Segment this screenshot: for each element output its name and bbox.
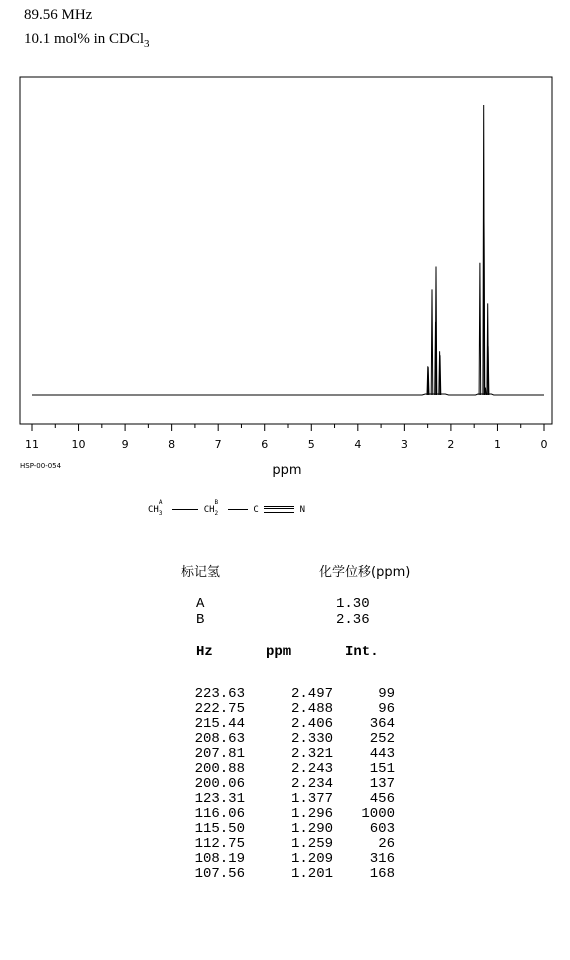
peak-hz: 108.19 (194, 851, 245, 867)
peak-ppm: 1.377 (290, 791, 333, 807)
peak-table-row (183, 687, 395, 702)
peak-intensity: 1000 (361, 806, 395, 822)
x-tick-label: 0 (540, 438, 548, 451)
spectrum-code: HSP-00-054 (20, 462, 62, 470)
assignment-shift-b: 2.36 (336, 612, 370, 628)
peak-intensity: 168 (369, 866, 395, 882)
peak-intensity: 603 (369, 821, 395, 837)
peak-intensity: 26 (378, 836, 395, 852)
peak-ppm: 2.497 (290, 686, 333, 702)
x-tick-label: 11 (25, 438, 39, 451)
peak-ppm: 2.243 (290, 761, 333, 777)
peak-hz: 215.44 (194, 716, 245, 732)
peak-table-row (183, 747, 395, 762)
peak-hz: 115.50 (194, 821, 245, 837)
assignment-label-header: 标记氢 (181, 565, 221, 580)
x-tick-label: 2 (447, 438, 455, 451)
peak-table-row (183, 777, 395, 792)
peak-ppm: 2.321 (290, 746, 333, 762)
peak-table-row (183, 867, 395, 882)
peak-table (183, 687, 395, 882)
spectrum-peak (479, 263, 481, 395)
assignment-label-a: A (196, 596, 205, 612)
peak-intensity: 99 (378, 686, 395, 702)
peak-table-row (183, 792, 395, 807)
peak-table-row (183, 717, 395, 732)
peak-ppm: 2.406 (290, 716, 333, 732)
peak-intensity: 252 (369, 731, 395, 747)
peak-table-row (183, 822, 395, 837)
peak-table-row (183, 702, 395, 717)
plot-frame (20, 77, 552, 424)
peak-ppm: 1.201 (290, 866, 333, 882)
peak-intensity: 96 (378, 701, 395, 717)
spectrum-peaks (427, 105, 489, 395)
peak-intensity: 364 (369, 716, 395, 732)
peak-hz: 222.75 (194, 701, 245, 717)
x-axis-tick-labels (25, 438, 548, 451)
single-bond (228, 509, 248, 510)
x-tick-label: 5 (307, 438, 315, 451)
x-axis-ticks (32, 424, 544, 431)
peak-hz: 223.63 (194, 686, 245, 702)
x-tick-label: 3 (400, 438, 408, 451)
peak-ppm: 2.234 (290, 776, 333, 792)
peak-table-row (183, 762, 395, 777)
peak-table-row (183, 837, 395, 852)
peak-hz: 107.56 (194, 866, 245, 882)
x-tick-label: 6 (261, 438, 269, 451)
molecular-structure (148, 499, 306, 517)
x-tick-label: 1 (493, 438, 501, 451)
peak-table-row (183, 807, 395, 822)
x-tick-label: 7 (214, 438, 222, 451)
peak-intensity: 151 (369, 761, 395, 777)
x-tick-label: 10 (71, 438, 86, 451)
atom-c: C (253, 505, 259, 515)
peak-hz: 208.63 (194, 731, 245, 747)
x-tick-label: 9 (121, 438, 129, 451)
condition-text: 10.1 mol% in CDCl (24, 31, 145, 47)
peak-intensity: 316 (369, 851, 395, 867)
assignment-shift-header: 化学位移(ppm) (319, 565, 411, 580)
atom-n: N (299, 505, 306, 515)
peak-table-header-int: Int. (345, 644, 379, 660)
peak-hz: 200.06 (194, 776, 245, 792)
spectrum-peak (431, 289, 433, 395)
triple-bond (264, 506, 294, 513)
peak-table-header-hz: Hz (196, 644, 213, 660)
peak-ppm: 1.296 (290, 806, 333, 822)
peak-intensity: 137 (369, 776, 395, 792)
spectrometer-frequency: 89.56 MHz (24, 7, 93, 23)
assignment-label-b: B (196, 612, 205, 628)
peak-intensity: 456 (369, 791, 395, 807)
condition-subscript: 3 (144, 38, 150, 50)
single-bond (172, 509, 198, 510)
peak-ppm: 2.488 (290, 701, 333, 717)
x-axis-title: ppm (272, 463, 302, 478)
peak-ppm: 2.330 (290, 731, 333, 747)
x-tick-label: 4 (354, 438, 362, 451)
atom-ch2: CH B 2 (203, 499, 219, 517)
assignment-shift-a: 1.30 (336, 596, 370, 612)
peak-hz: 200.88 (194, 761, 245, 777)
peak-hz: 116.06 (194, 806, 245, 822)
nmr-spectrum-chart (0, 70, 570, 480)
x-tick-label: 8 (168, 438, 176, 451)
peak-hz: 123.31 (194, 791, 245, 807)
peak-table-header-ppm: ppm (266, 644, 292, 660)
peak-ppm: 1.209 (290, 851, 333, 867)
atom-ch3: CH A 3 (148, 499, 163, 517)
peak-hz: 112.75 (194, 836, 245, 852)
spectrum-baseline (32, 394, 544, 395)
peak-table-row (183, 732, 395, 747)
sample-condition (24, 30, 150, 53)
peak-ppm: 1.259 (290, 836, 333, 852)
peak-hz: 207.81 (194, 746, 245, 762)
peak-table-row (183, 852, 395, 867)
peak-ppm: 1.290 (290, 821, 333, 837)
peak-intensity: 443 (369, 746, 395, 762)
